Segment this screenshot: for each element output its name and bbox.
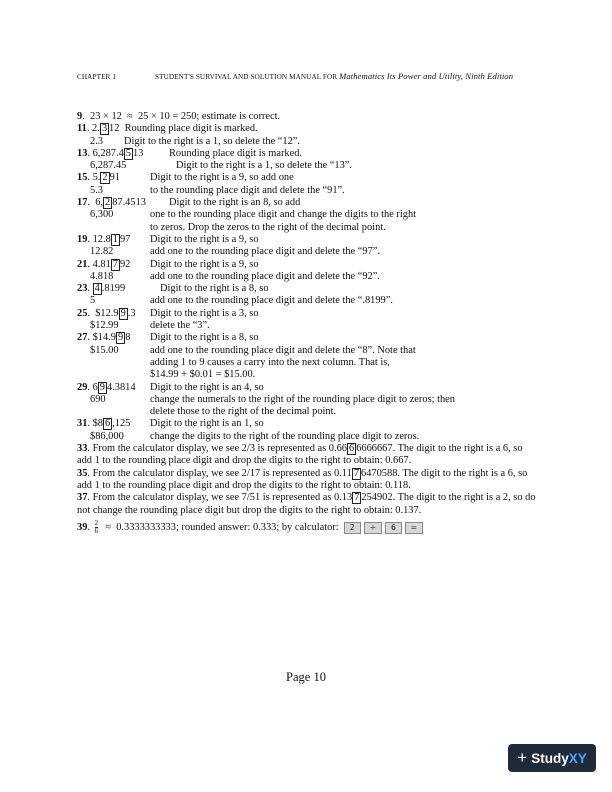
manual-title: STUDENT'S SURVIVAL AND SOLUTION MANUAL FOR: [155, 73, 338, 81]
problem-13: 13. 6,287.4 5 13 Rounding place digit is marked.: [77, 147, 303, 159]
calculator-key-divide: ÷: [364, 522, 382, 534]
solutions-body: 9. 23 × 12 ≈ 25 × 10 = 250; estimate is correct. 11. 2. 3 12 Rounding place digit is marked. 2.3 Digit to the right is a 1, so delete the “12”. 13. 6,287.4 5 13 Rounding place digit is marked. 6,287.45 Digit to the right is a 1, so delete the “13”. 15. 5. 2 91 Digit to the right is a 9, so add one 5.3 to the rounding place digit and delete the “91”. 17. 6, 2 87.4513 Digit to the right is an 8, so add 6,300 one to the rounding place digit and change the digits to the right to zeros. Drop the zeros to the right of the decimal point. 19. 12.8 1 97 Digit to the right is a 9, so 12.82 add one to the rounding place digit and delete the “97”. 21. 4.81 7 92 Digit to the right is a 9, so 4.818 add one to the rounding place digit and delete the “92”. 23. 4 .8199 Digit to the right is a 8, so 5 add one to the rounding place digit and delete the “.8199”. 25. $12.9 9 .3 Digit to the right is a 3, so $12.99 delete the “3”. 27. $14.9 9 8 Digit to the right is a 8, so $15.00 add one to the rounding place digit and delete the “8”. Note that adding 1 to 9 causes a carry into the next column. That is, $14.99 + $0.01 = $15.00. 29. 6 9 4.3814 Digit to the right is an 4, so 690 change the numerals to the right of the rounding place digit to zeros; then delete those to the right of the decimal point. 31. $8 6 ,125 Digit to the right is an 1, so $86,000 change the digits to the right of the rounding place digit to zeros. 33. From the calculator display, we see 2/3 is represented as 0.66 6 6666667. The digit to the right is a 6, so add 1 to the rounding place digit and drop the digits to the right to obtain: 0.667. 35. From the calculator display, we see 2/17 is represented as 0.11 7 6470588. The digit to the right is a 6, so add 1 to the rounding place digit and drop the digits to the right to obtain: 0.118. 37. From the calculator display, we see 7/51 is represented as 0.13 7 254902. The digit to the right is a 2, so do not change the rounding place digit but drop the digits to the right to obtain: 0.137. 39. $\frac{2}{6}$ ≈ 0.3333333333; rounded answer: 0.333; by calculator: 2 ÷ 6 =: [77, 111, 536, 535]
problem-29: 29. 6 9 4.3814 Digit to the right is an 4, so: [77, 381, 264, 393]
rounding-digit-box: 3: [101, 123, 108, 135]
problem-31: 31. $8 6 ,125 Digit to the right is an 1, so: [77, 418, 264, 430]
calculator-key-6: 6: [385, 522, 402, 534]
problem-35: 35. From the calculator display, we see 2/17 is represented as 0.11 7 6470588. The digit to the right is a 6, so add 1 to the rounding place digit and drop the digits to the right to obtain: 0.118.: [77, 467, 528, 491]
problem-17: 17. 6, 2 87.4513 Digit to the right is an 8, so add: [77, 197, 301, 209]
problem-33: 33. From the calculator display, we see 2/3 is represented as 0.66 6 6666667. The digit to the right is a 6, so add 1 to the rounding place digit and drop the digits to the right to obtain: 0.667.: [77, 443, 523, 467]
calculator-key-equals: =: [405, 522, 423, 534]
running-header: [77, 71, 513, 81]
brand-wordmark: StudyXY: [531, 750, 587, 766]
problem-23: 23. 4 .8199 Digit to the right is a 8, so: [77, 283, 269, 295]
book-title: Mathematics Its Power and Utility, Ninth Edition: [339, 71, 514, 81]
chapter-label: CHAPTER 1: [77, 73, 117, 81]
problem-25: 25. $12.9 9 .3 Digit to the right is a 3, so: [77, 307, 259, 319]
plus-icon: +: [517, 748, 528, 767]
problem-15: 15. 5. 2 91 Digit to the right is a 9, so add one: [77, 172, 294, 184]
fraction: $\frac{2}{6}$: [94, 518, 99, 535]
problem-9: 9. 23 × 12 ≈ 25 × 10 = 250; estimate is correct.: [77, 111, 281, 122]
problem-27: 27. $14.9 9 8 Digit to the right is a 8, so: [77, 332, 259, 344]
problem-37: 37. From the calculator display, we see 7/51 is represented as 0.13 7 254902. The digit to the right is a 2, so do not change the rounding place digit but drop the digits to the right to obtain: 0.137.: [77, 492, 536, 516]
problem-39: 39. $\frac{2}{6}$ ≈ 0.3333333333; rounded answer: 0.333; by calculator: 2 ÷ 6 =: [77, 520, 537, 535]
problem-19: 19. 12.8 1 97 Digit to the right is a 9, so: [77, 233, 259, 245]
problem-11: 11. 2. 3 12 Rounding place digit is marked.: [77, 123, 258, 135]
page-number: Page 10: [286, 670, 326, 684]
problem-21: 21. 4.81 7 92 Digit to the right is a 9, so: [77, 258, 259, 270]
calculator-key-2: 2: [344, 522, 361, 534]
studyxy-badge[interactable]: [508, 744, 596, 772]
